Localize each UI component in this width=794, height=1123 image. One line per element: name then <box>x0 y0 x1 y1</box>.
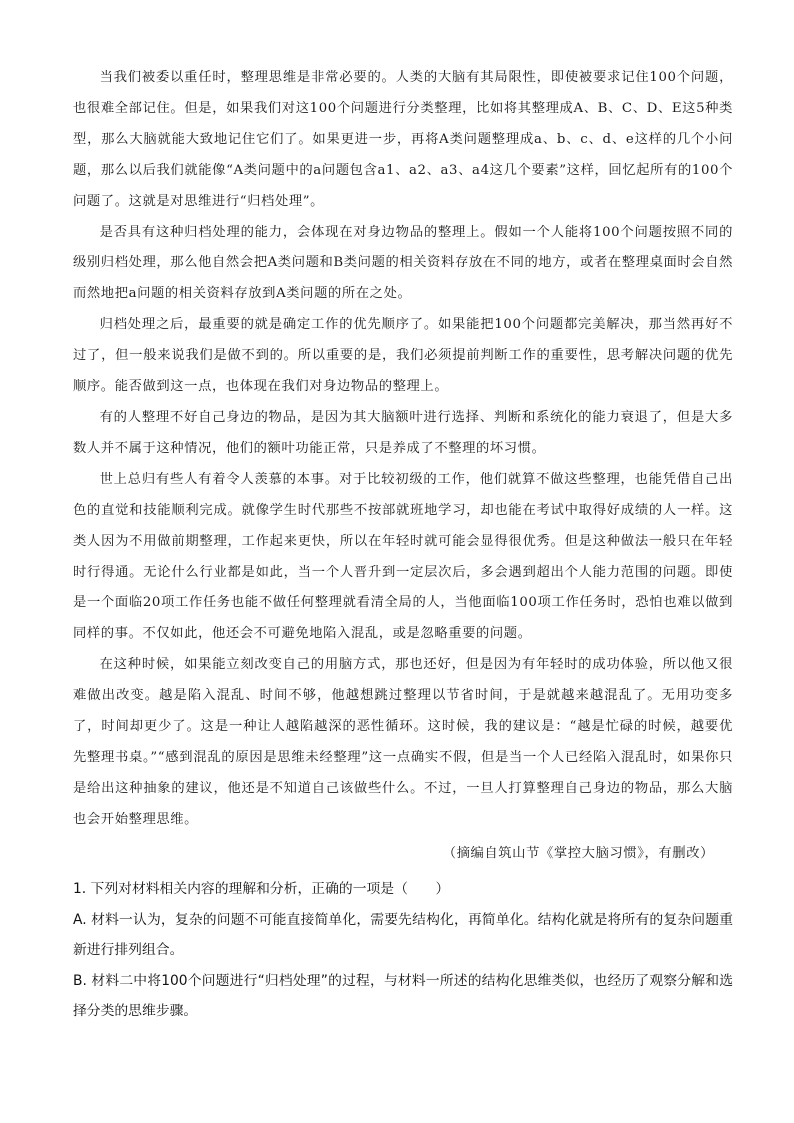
passage-paragraph-1: 当我们被委以重任时，整理思维是非常必要的。人类的大脑有其局限性，即使被要求记住100个问题，也很难全部记住。但是，如果我们对这100个问题进行分类整理，比如将其整理成A、B、C、D、E这5种类型，那么大脑就能大致地记住它们了。如果更进一步，再将A类问题整理成a、b、c、d、e这样的几个小问题，那么以后我们就能像“A类问题中的a问题包含a1、a2、a3、a4这几个要素”这样，回忆起所有的100个问题了。这就是对思维进行“归档处理”。 <box>73 70 733 209</box>
passage-paragraph-3: 归档处理之后，最重要的就是确定工作的优先顺序了。如果能把100个问题都完美解决，那当然再好不过了，但一般来说我们是做不到的。所以重要的是，我们必须提前判断工作的重要性，思考解决问题的优先顺序。能否做到这一点，也体现在我们对身边物品的整理上。 <box>73 317 733 395</box>
question-stem: 1. 下列对材料相关内容的理解和分析，正确的一项是（ ） <box>73 881 450 897</box>
option-a: A. 材料一认为，复杂的问题不可能直接简单化，需要先结构化，再简单化。结构化就是将所有的复杂问题重新进行排列组合。 <box>73 911 733 958</box>
option-b: B. 材料二中将100个问题进行“归档处理”的过程，与材料一所述的结构化思维类似，也经历了观察分解和选择分类的思维步骤。 <box>73 972 733 1019</box>
passage-paragraph-2: 是否具有这种归档处理的能力，会体现在对身边物品的整理上。假如一个人能将100个问题按照不同的级别归档处理，那么他自然会把A类问题和B类问题的相关资料存放在不同的地方，或者在整理桌面时会自然而然地把a问题的相关资料存放到A类问题的所在之处。 <box>73 224 733 302</box>
passage-paragraph-6: 在这种时候，如果能立刻改变自己的用脑方式，那也还好，但是因为有年轻时的成功体验，所以他又很难做出改变。越是陷入混乱、时间不够，他越想跳过整理以节省时间，于是就越来越混乱了。无用功变多了，时间却更少了。这是一种让人越陷越深的恶性循环。这时候，我的建议是：“越是忙碌的时候，越要优先整理书桌。”“感到混乱的原因是思维未经整理”这一点确实不假，但是当一个人已经陷入混乱时，如果你只是给出这种抽象的建议，他还是不知道自己该做些什么。不过，一旦人打算整理自己身边的物品，那么大脑也会开始整理思维。 <box>73 657 733 827</box>
reading-passage <box>73 63 733 836</box>
passage-paragraph-5: 世上总归有些人有着令人羡慕的本事。对于比较初级的工作，他们就算不做这些整理，也能凭借自己出色的直觉和技能顺利完成。就像学生时代那些不按部就班地学习，却也能在考试中取得好成绩的人一样。这类人因为不用做前期整理，工作起来更快，所以在年轻时就可能会显得很优秀。但是这种做法一般只在年轻时行得通。无论什么行业都是如此，当一个人晋升到一定层次后，多会遇到超出个人能力范围的问题。即使是一个面临20项工作任务也能不做任何整理就看清全局的人，当他面临100项工作任务时，恐怕也难以做到同样的事。不仅如此，他还会不可避免地陷入混乱，或是忽略重要的问题。 <box>73 471 733 642</box>
question-block <box>73 874 733 1027</box>
passage-paragraph-4: 有的人整理不好自己身边的物品，是因为其大脑额叶进行选择、判断和系统化的能力衰退了，但是大多数人并不属于这种情况，他们的额叶功能正常，只是养成了不整理的坏习惯。 <box>73 409 733 456</box>
passage-source-citation: （摘编自筑山节《掌控大脑习惯》，有删改） <box>442 846 714 861</box>
